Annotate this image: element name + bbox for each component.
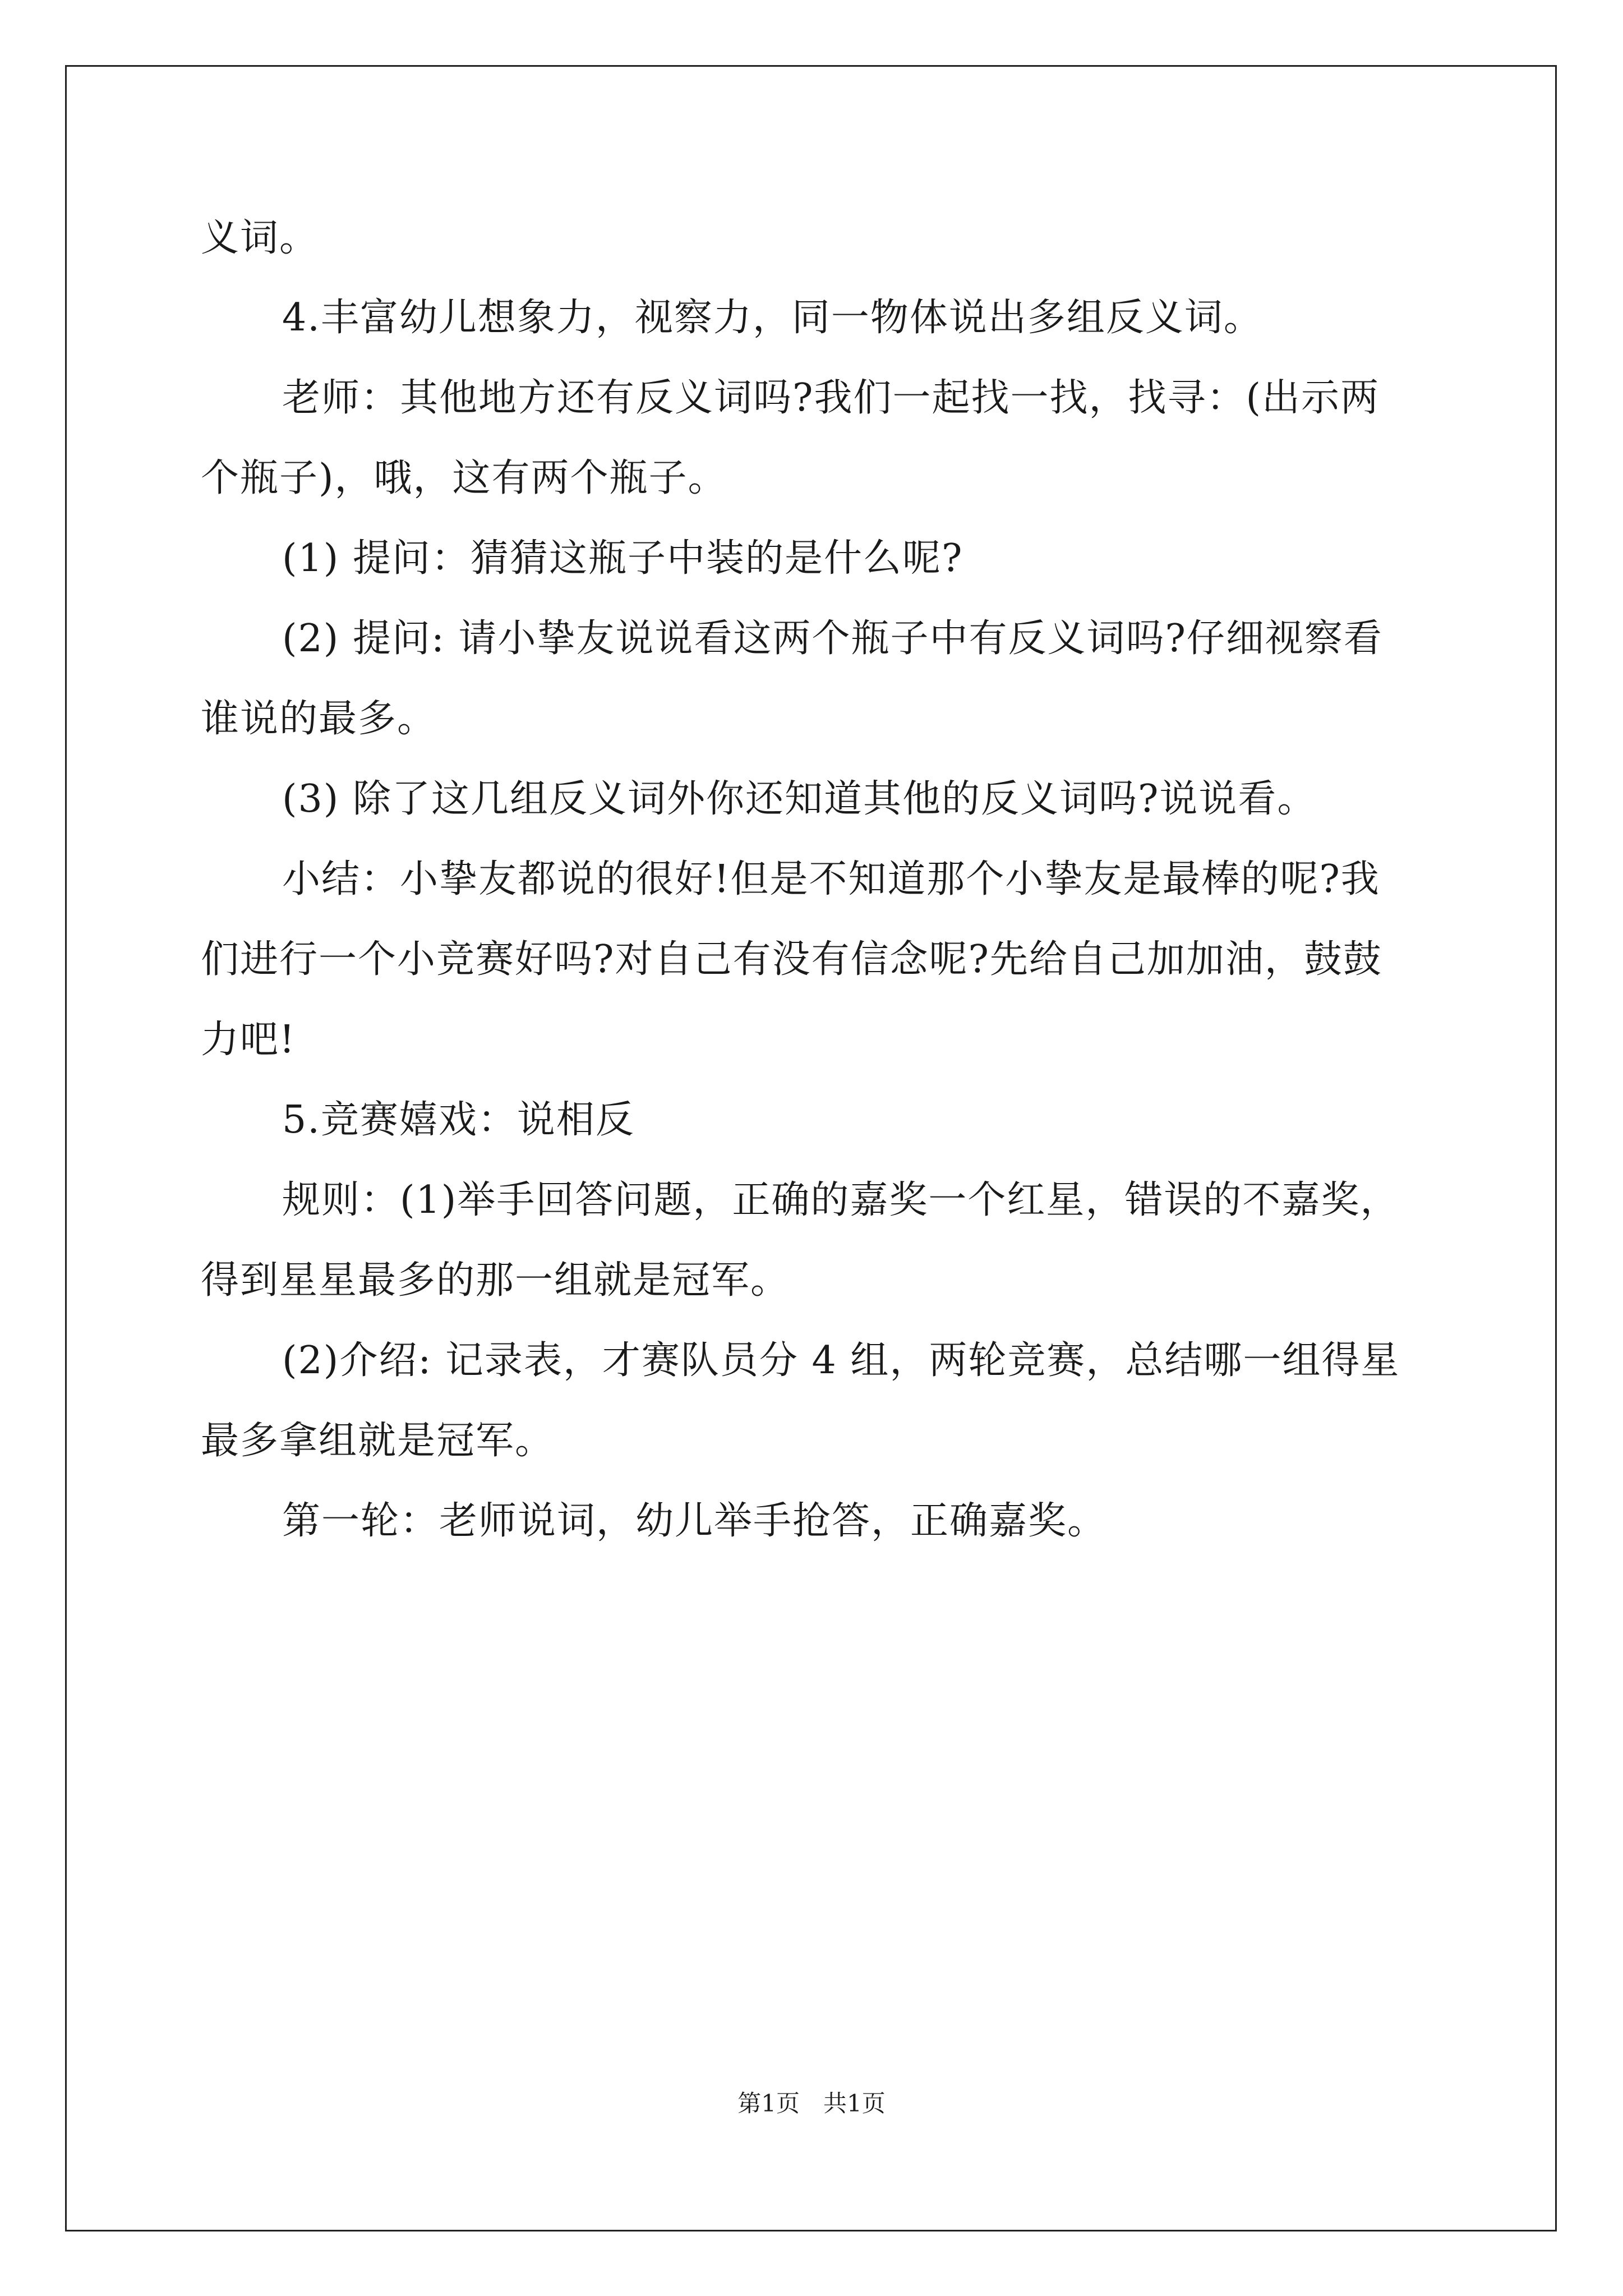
text-line: 老师：其他地方还有反义词吗?我们一起找一找，找寻：(出示两	[282, 376, 1380, 420]
text-line: 谁说的最多。	[201, 697, 437, 741]
text-line: (3) 除了这几组反义词外你还知道其他的反义词吗?说说看。	[282, 777, 1317, 821]
text-line: 最多拿组就是冠军。	[201, 1419, 555, 1463]
text-line: 力吧!	[201, 1018, 296, 1062]
text-line: 义词。	[201, 216, 319, 260]
text-line: 4.丰富幼儿想象力，视察力，同一物体说出多组反义词。	[282, 296, 1263, 340]
text-line: 们进行一个小竞赛好吗?对自己有没有信念呢?先给自己加加油，鼓鼓	[201, 937, 1382, 982]
text-line: 5.竞赛嬉戏：说相反	[282, 1098, 635, 1142]
text-line: (2) 提问: 请小挚友说说看这两个瓶子中有反义词吗?仔细视察看	[282, 616, 1383, 661]
text-line: 得到星星最多的那一组就是冠军。	[201, 1258, 790, 1303]
page-footer: 第1页 共1页	[737, 2090, 886, 2117]
text-line: 规则：(1)举手回答问题，正确的嘉奖一个红星，错误的不嘉奖，	[282, 1178, 1400, 1222]
text-line: 第一轮：老师说词，幼儿举手抢答，正确嘉奖。	[282, 1499, 1107, 1543]
text-line: 小结：小挚友都说的很好!但是不知道那个小挚友是最棒的呢?我	[282, 857, 1380, 901]
text-line: (2)介绍: 记录表，才赛队员分 4 组，两轮竞赛，总结哪一组得星	[282, 1338, 1400, 1383]
text-line: 个瓶子)，哦，这有两个瓶子。	[201, 456, 727, 500]
text-line: (1) 提问：猜猜这瓶子中装的是什么呢?	[282, 536, 963, 581]
